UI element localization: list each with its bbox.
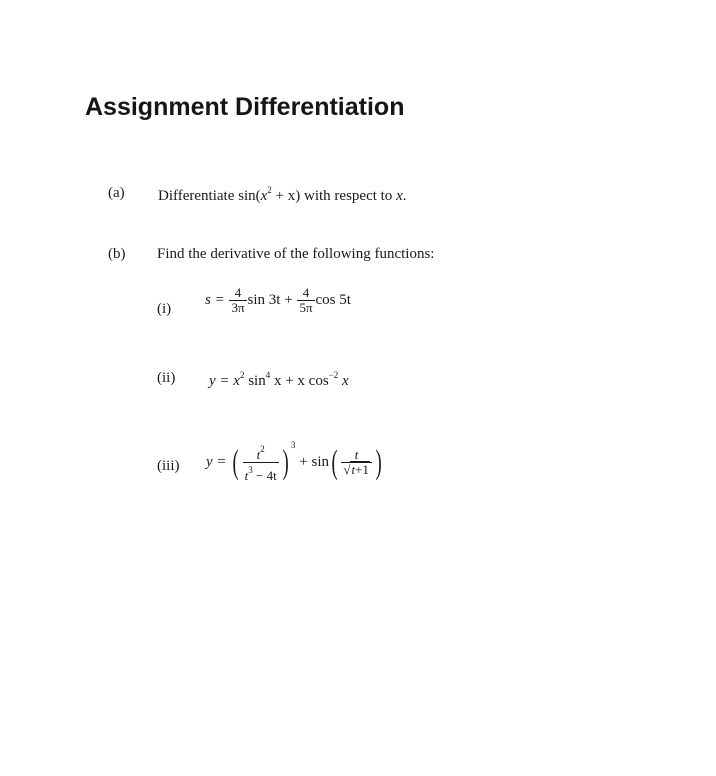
- part-a-expression: $\sin(x^2 + x)$: [238, 185, 301, 204]
- item-iii-fraction-1: $\frac{t^2}{t^3 - 4t}$: [244, 444, 277, 484]
- part-a-label: (a): [108, 185, 125, 201]
- part-b-label: (b): [108, 246, 126, 262]
- part-a-text-after: with respect to: [300, 188, 397, 204]
- item-ii-label: (ii): [157, 370, 176, 386]
- item-iii-equation: y = ( $\frac{t^2}{t^3 - 4t}$ ) $^3$ + sin( $\frac{t}{√t+1}$ ): [206, 440, 382, 484]
- item-i-fraction-1: $\frac{4}{3\pi}$: [231, 285, 245, 315]
- page-title: Assignment Differentiation: [85, 93, 405, 121]
- item-i-equation: s = $\frac{4}{3\pi}$ sin 3t + $\frac{4}{5\pi}$ cos 5t: [205, 285, 351, 315]
- item-i-label: (i): [157, 301, 172, 317]
- square-root-symbol: √t+1: [343, 462, 369, 478]
- item-ii-equation: $y = x^2$ $\sin^4 x + x$ $\cos^{-2} x$: [209, 370, 349, 389]
- part-a-wrt-variable: x: [396, 188, 403, 204]
- item-iii-fraction-2: $\frac{t}{√t+1}$: [341, 448, 372, 477]
- part-a-text-before: Differentiate: [158, 188, 235, 204]
- item-iii-label: (iii): [157, 458, 180, 474]
- part-b-instruction: Find the derivative of the following functions:: [157, 246, 435, 262]
- item-i-fraction-2: $\frac{4}{5\pi}$: [299, 285, 313, 315]
- part-a-question: Differentiate $\sin(x^2 + x)$ with respect to x.: [158, 185, 407, 204]
